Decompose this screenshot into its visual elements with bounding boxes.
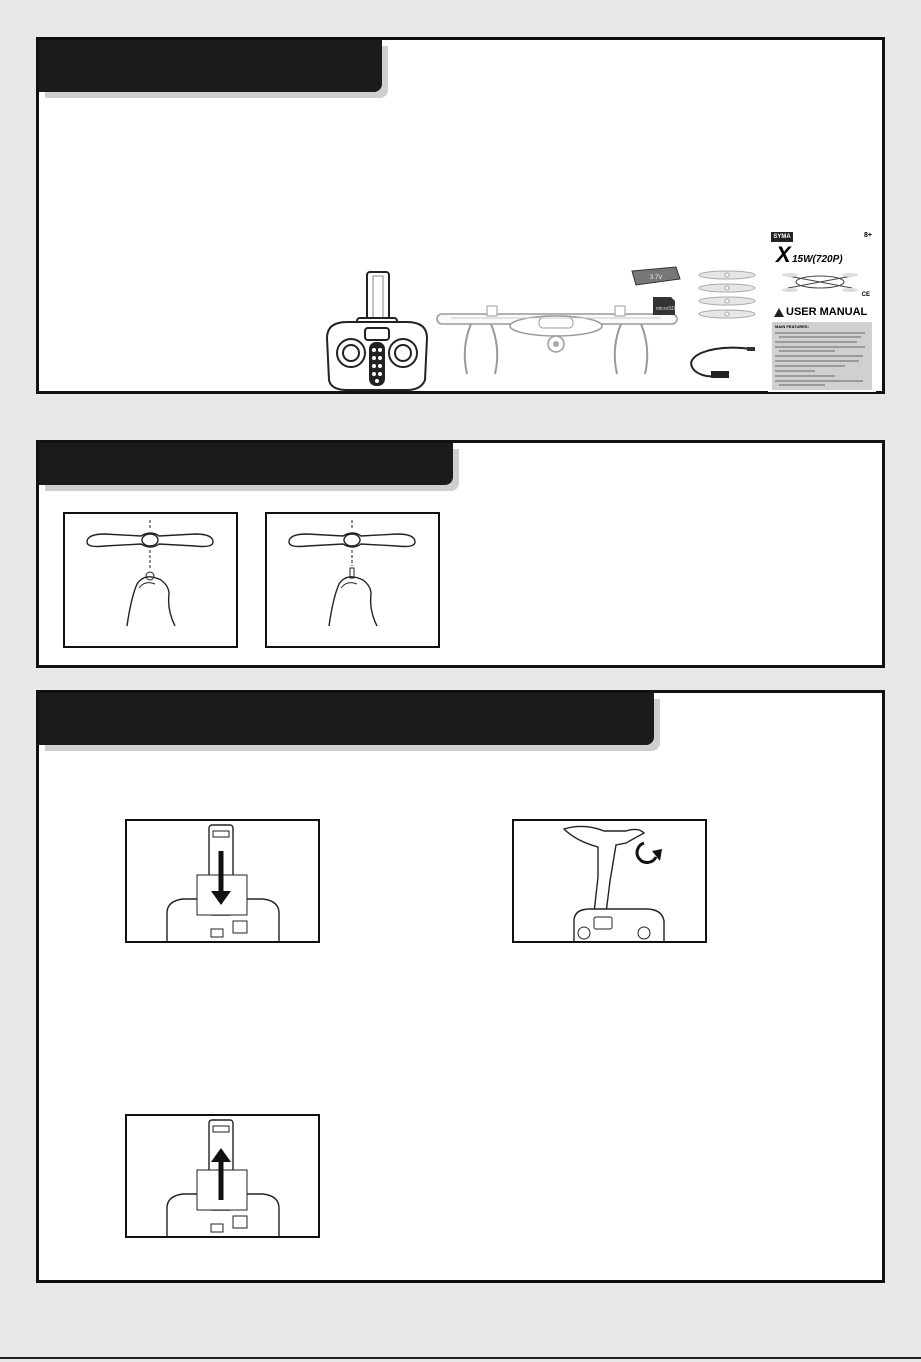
- propeller-install-illustration-b: [267, 514, 438, 646]
- phone-holder-header-tab: [39, 693, 654, 745]
- propeller-figure-a: [63, 512, 238, 648]
- propeller-panel: [36, 440, 885, 668]
- svg-text:3.7V: 3.7V: [650, 275, 663, 281]
- propeller-install-illustration-a: [65, 514, 236, 646]
- contents-header-tab: [39, 40, 382, 92]
- manual-features-text: [775, 331, 869, 387]
- contents-panel: [36, 37, 885, 394]
- propeller-header-tab: [39, 443, 453, 485]
- manual-ce-mark: CE: [861, 292, 870, 298]
- manual-model-name: 15W(720P): [792, 254, 843, 265]
- holder-adjust-illustration: [514, 821, 705, 941]
- memory-card-image: [651, 295, 677, 317]
- phone-holder-panel: [36, 690, 885, 1283]
- holder-insert-illustration: [127, 821, 318, 941]
- holder-insert-figure: [125, 819, 320, 943]
- holder-remove-figure: [125, 1114, 320, 1238]
- battery-image: [628, 265, 682, 289]
- holder-adjust-figure: [512, 819, 707, 943]
- manual-brand-logo: SYMA: [771, 232, 793, 242]
- holder-remove-illustration: [127, 1116, 318, 1236]
- spare-propellers-image: [695, 268, 759, 324]
- propeller-figure-b: [265, 512, 440, 648]
- manual-title: USER MANUAL: [786, 306, 868, 318]
- user-manual-booklet: [768, 230, 876, 392]
- page-bottom-rule: [0, 1357, 921, 1359]
- manual-features-heading: MAIN FEATURES:: [775, 324, 809, 329]
- drone-image: [431, 298, 681, 380]
- manual-drone-picture: [780, 266, 860, 300]
- usb-cable-image: [681, 345, 757, 381]
- manual-model-prefix: X: [776, 242, 791, 267]
- svg-text:microSD: microSD: [656, 306, 676, 312]
- manual-warning-icon: [774, 308, 784, 317]
- manual-age-label: 8+: [864, 232, 872, 239]
- manual-features-box: [772, 322, 872, 390]
